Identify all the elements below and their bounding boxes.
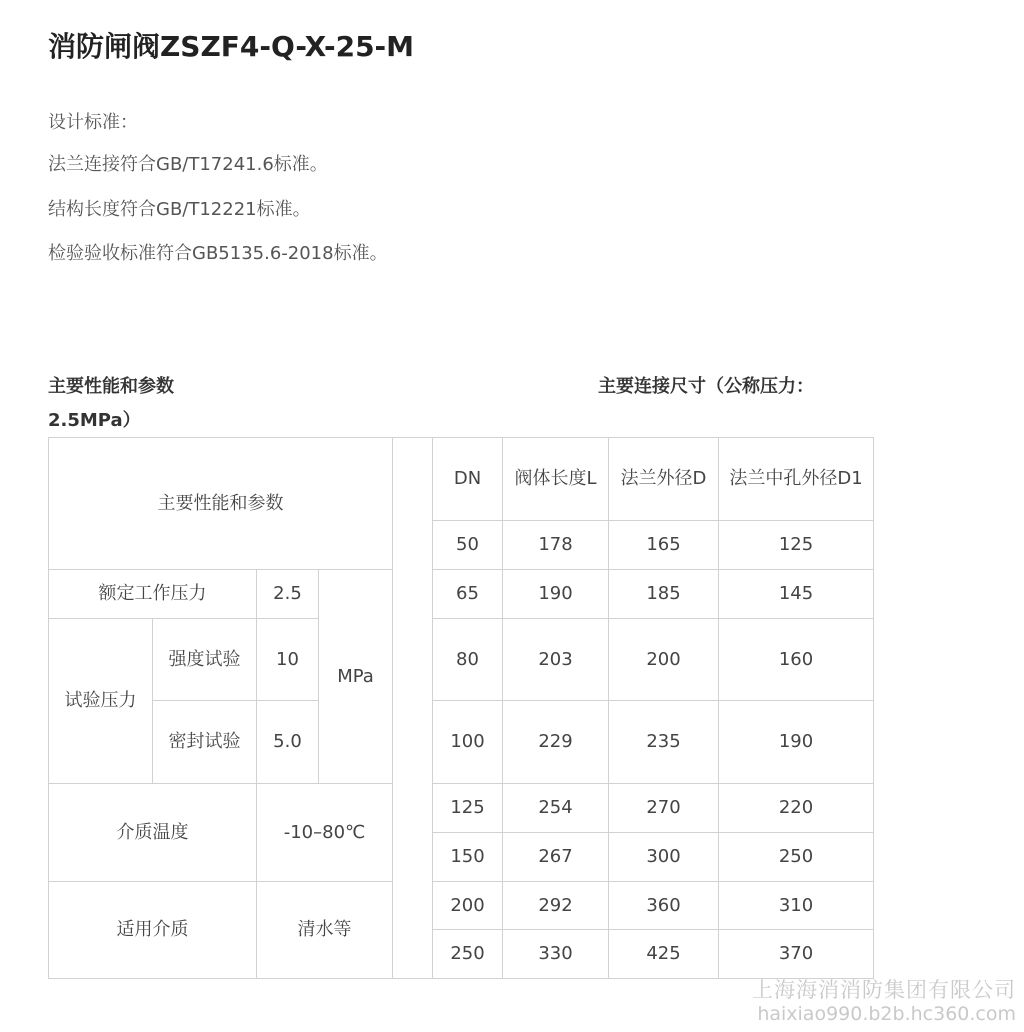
pressure-unit: MPa xyxy=(319,570,393,784)
dims-cell: 300 xyxy=(609,833,719,882)
dims-cell: 292 xyxy=(503,882,609,930)
dims-cell: 360 xyxy=(609,882,719,930)
dims-cell: 310 xyxy=(719,882,874,930)
dims-cell: 100 xyxy=(433,701,503,784)
dims-cell: 178 xyxy=(503,521,609,570)
dims-cell: 200 xyxy=(433,882,503,930)
dims-cell: 250 xyxy=(719,833,874,882)
performance-section-title: 主要性能和参数 xyxy=(48,376,174,397)
dims-cell: 165 xyxy=(609,521,719,570)
page-title: 消防闸阀ZSZF4-Q-X-25-M xyxy=(48,30,415,63)
seal-test-label: 密封试验 xyxy=(153,701,257,784)
dims-cell: 185 xyxy=(609,570,719,619)
dims-cell: 250 xyxy=(433,930,503,979)
dims-cell: 254 xyxy=(503,784,609,833)
watermark xyxy=(752,978,1016,1026)
dims-header-dn: DN xyxy=(433,438,503,521)
standards-heading: 设计标准： xyxy=(48,112,138,133)
standard-line-inspection: 检验验收标准符合GB5135.6-2018标准。 xyxy=(48,243,388,264)
dims-cell: 220 xyxy=(719,784,874,833)
dims-cell: 203 xyxy=(503,619,609,701)
dims-cell: 270 xyxy=(609,784,719,833)
dims-header-body-length: 阀体长度L xyxy=(503,438,609,521)
strength-test-label: 强度试验 xyxy=(153,619,257,701)
dims-header-flange-od: 法兰外径D xyxy=(609,438,719,521)
dims-cell: 125 xyxy=(433,784,503,833)
dims-cell: 370 xyxy=(719,930,874,979)
dimensions-section-title-cont: 2.5MPa） xyxy=(48,410,141,431)
rated-pressure-value: 2.5 xyxy=(257,570,319,619)
dims-cell: 125 xyxy=(719,521,874,570)
dims-cell: 160 xyxy=(719,619,874,701)
dims-cell: 235 xyxy=(609,701,719,784)
dims-cell: 330 xyxy=(503,930,609,979)
watermark-company: 上海海消消防集团有限公司 xyxy=(752,978,1016,1002)
table-spacer xyxy=(393,438,433,979)
standard-line-length: 结构长度符合GB/T12221标准。 xyxy=(48,199,311,220)
rated-pressure-label: 额定工作压力 xyxy=(49,570,257,619)
spec-table xyxy=(48,437,874,979)
perf-header: 主要性能和参数 xyxy=(49,438,393,570)
dims-header-bore-od: 法兰中孔外径D1 xyxy=(719,438,874,521)
medium-value: 清水等 xyxy=(257,882,393,979)
seal-test-value: 5.0 xyxy=(257,701,319,784)
dims-cell: 190 xyxy=(719,701,874,784)
medium-label: 适用介质 xyxy=(49,882,257,979)
watermark-url: haixiao990.b2b.hc360.com xyxy=(757,1003,1016,1025)
dims-cell: 50 xyxy=(433,521,503,570)
standard-line-flange: 法兰连接符合GB/T17241.6标准。 xyxy=(48,154,328,175)
dims-cell: 65 xyxy=(433,570,503,619)
dims-cell: 150 xyxy=(433,833,503,882)
dimensions-section-title: 主要连接尺寸（公称压力： xyxy=(598,376,814,397)
temperature-value: -10–80℃ xyxy=(257,784,393,882)
dims-cell: 190 xyxy=(503,570,609,619)
dims-cell: 200 xyxy=(609,619,719,701)
strength-test-value: 10 xyxy=(257,619,319,701)
dims-cell: 229 xyxy=(503,701,609,784)
temperature-label: 介质温度 xyxy=(49,784,257,882)
dims-cell: 267 xyxy=(503,833,609,882)
dims-cell: 145 xyxy=(719,570,874,619)
dims-cell: 425 xyxy=(609,930,719,979)
test-pressure-label: 试验压力 xyxy=(49,619,153,784)
dims-cell: 80 xyxy=(433,619,503,701)
